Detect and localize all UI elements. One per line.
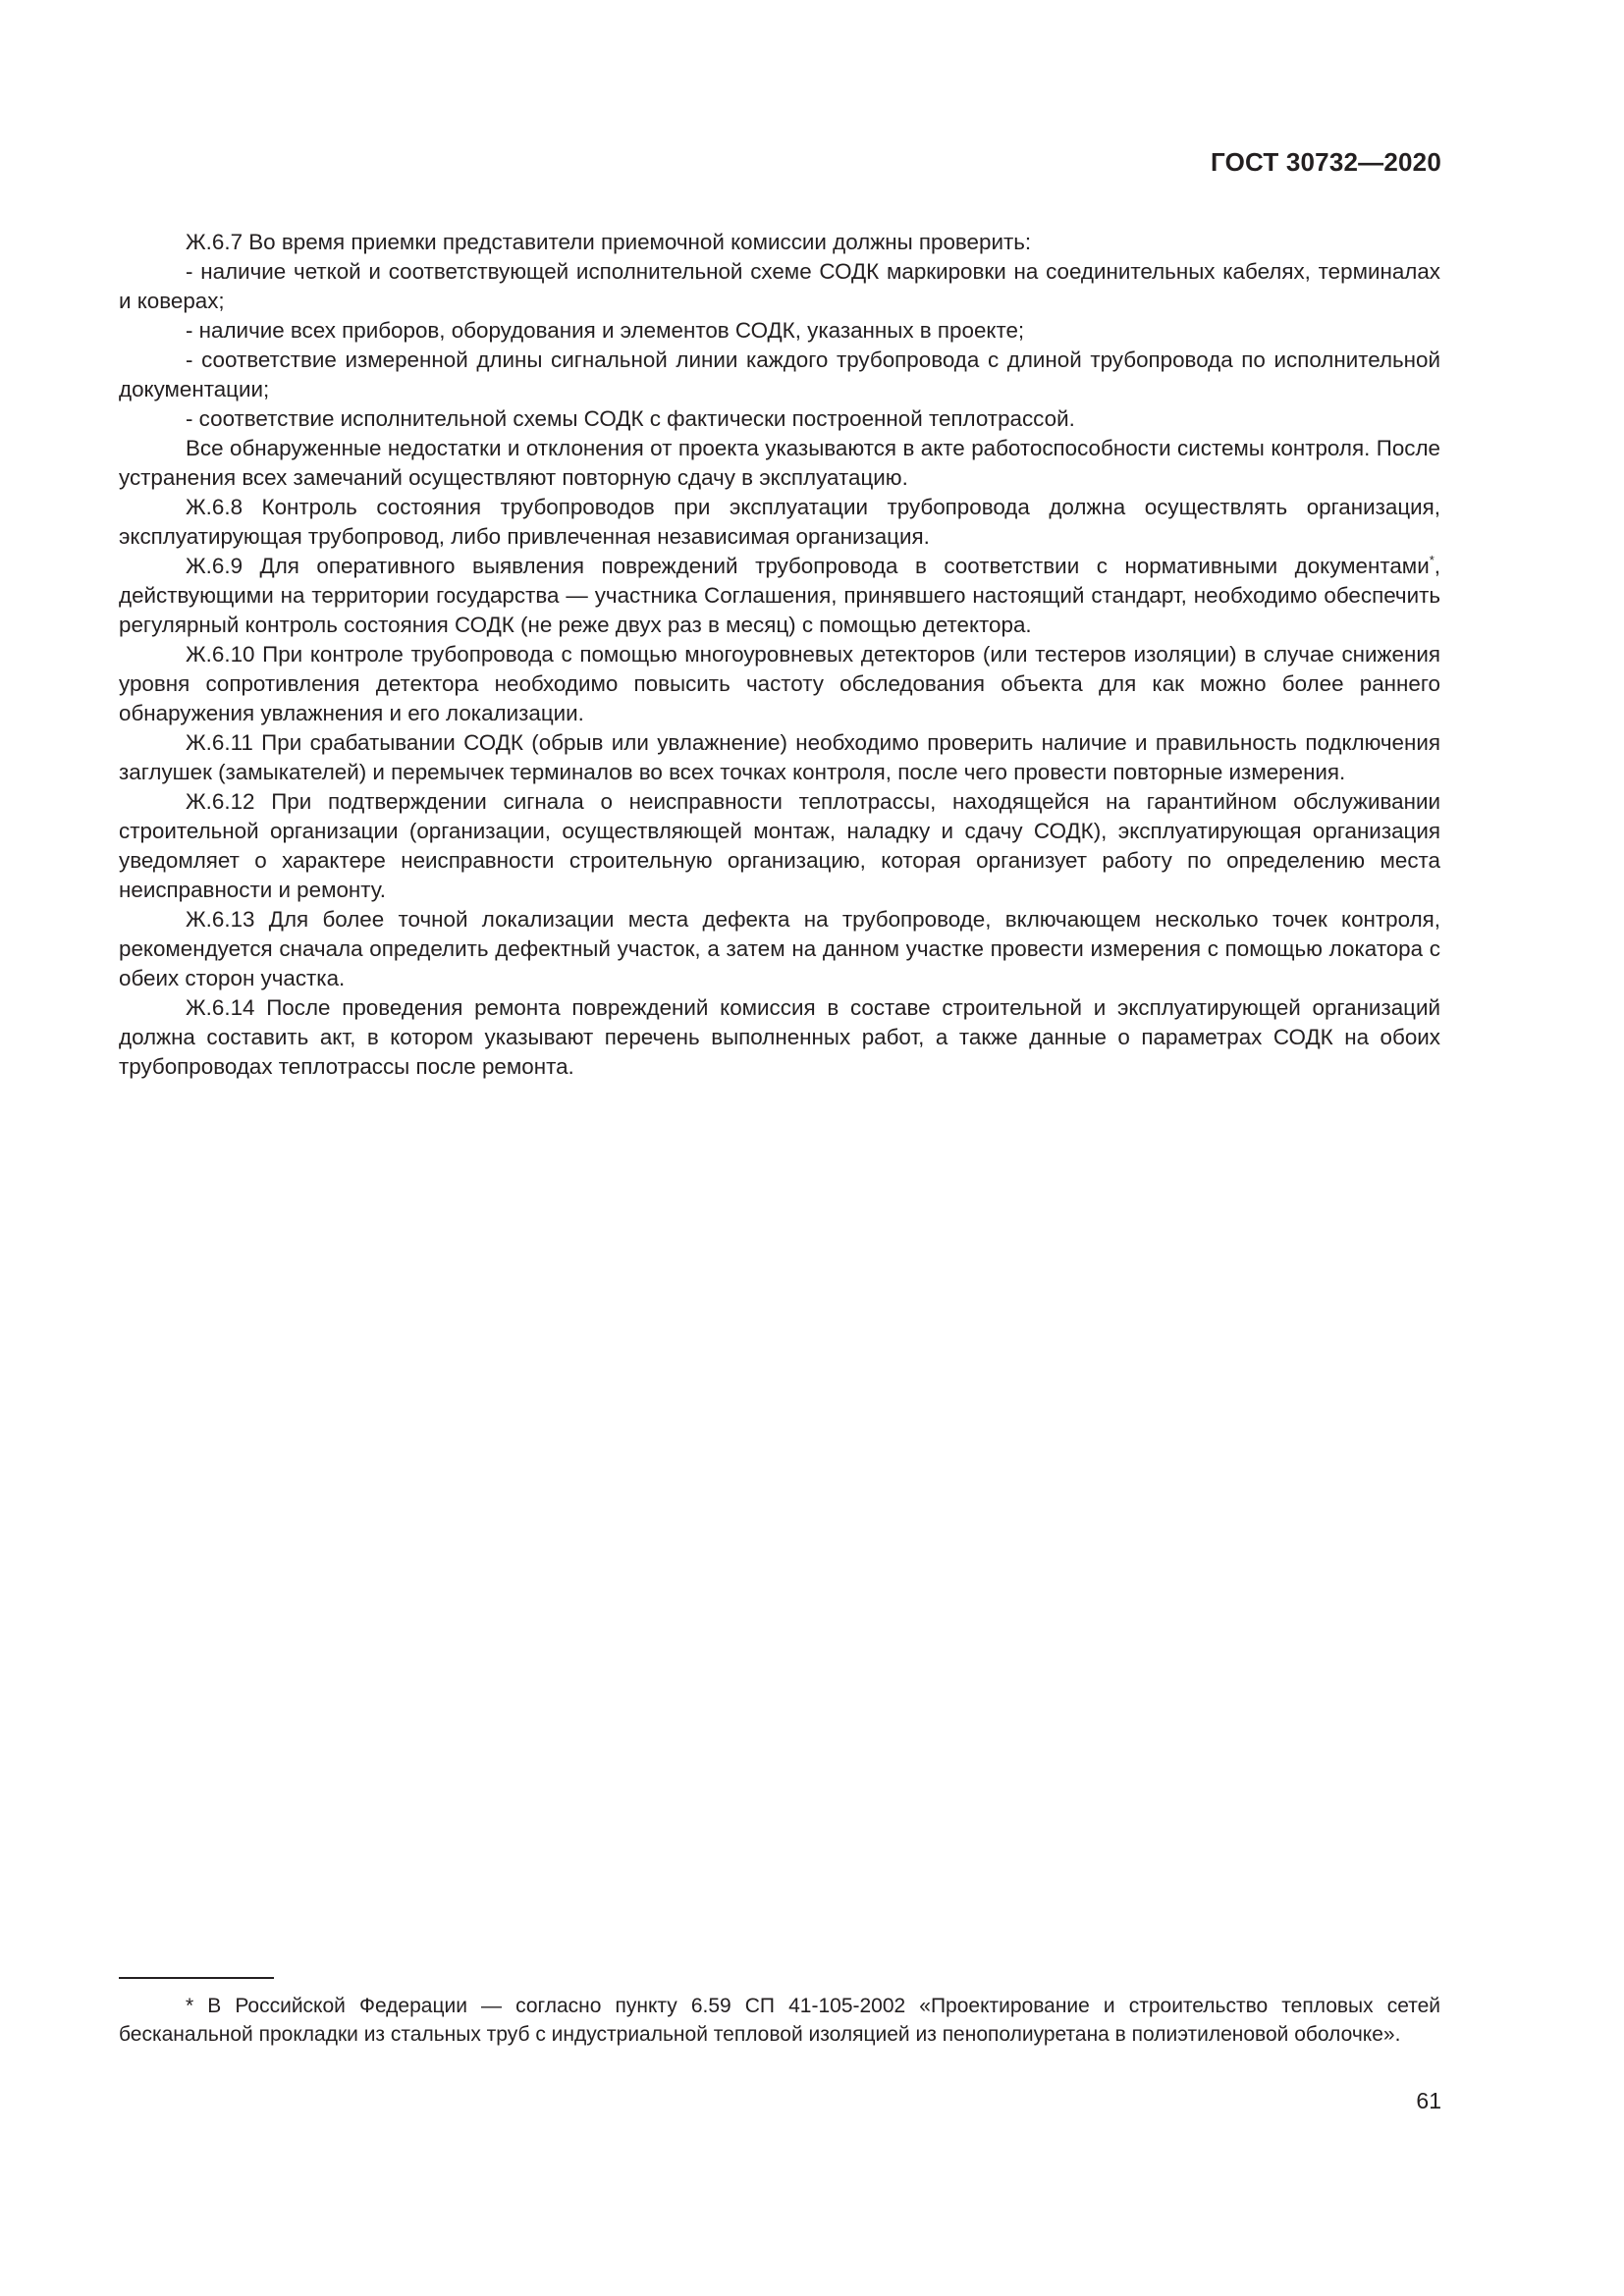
document-code: ГОСТ 30732—2020 [1211,147,1441,177]
paragraph-check-devices: - наличие всех приборов, оборудования и элементов СОДК, указанных в проекте; [186,318,1025,343]
paragraph-zh-6-11: Ж.6.11 При срабатывании СОДК (обрыв или увлажнение) необходимо проверить наличие и правильность подключения заглушек (замыкателей) и перемычек терминалов во всех точках контроля, после чего провести повторные измерения. [119,730,1440,784]
page-number: 61 [1416,2088,1441,2113]
paragraph-check-scheme: - соответствие исполнительной схемы СОДК с фактически построенной теплотрассой. [186,406,1075,431]
paragraph-check-length: - соответствие измеренной длины сигнальной линии каждого трубопровода с длиной трубопровода по исполнительной документации; [119,347,1440,401]
paragraph-zh-6-10: Ж.6.10 При контроле трубопровода с помощью многоуровневых детекторов (или тестеров изоляции) в случае снижения уровня сопротивления детектора необходимо повысить частоту обследования объекта для как можно более раннего обнаружения увлажнения и его локализации. [119,642,1440,725]
paragraph-zh-6-9-end: , действующими на территории государства — участника Соглашения, принявшего настоящий стандарт, необходимо обеспечить регулярный контроль состояния СОДК (не реже двух раз в месяц) с помощью детектора. [119,554,1440,637]
footnote-marker[interactable]: * [1429,553,1435,567]
paragraph-zh-6-14: Ж.6.14 После проведения ремонта повреждений комиссия в составе строительной и эксплуатирующей организаций должна составить акт, в котором указывают перечень выполненных работ, а также данные о параметрах СОДК на обоих трубопроводах теплотрассы после ремонта. [119,995,1440,1079]
body-text [119,228,1440,1082]
paragraph-defects: Все обнаруженные недостатки и отклонения от проекта указываются в акте работоспособности системы контроля. После устранения всех замечаний осуществляют повторную сдачу в эксплуатацию. [119,436,1440,490]
paragraph-zh-6-9-start: Ж.6.9 Для оперативного выявления повреждений трубопровода в соответствии с нормативными документами [186,554,1430,578]
paragraph-zh-6-8: Ж.6.8 Контроль состояния трубопроводов при эксплуатации трубопровода должна осуществлять организация, эксплуатирующая трубопровод, либо привлеченная независимая организация. [119,495,1440,549]
footnote-divider [119,1977,274,1979]
paragraph-zh-6-12: Ж.6.12 При подтверждении сигнала о неисправности теплотрассы, находящейся на гарантийном обслуживании строительной организации (организации, осуществляющей монтаж, наладку и сдачу СОДК), эксплуатирующая организация уведомляет о характере неисправности строительную организацию, которая организует работу по определению места неисправности и ремонту. [119,789,1440,902]
paragraph-check-marking: - наличие четкой и соответствующей исполнительной схеме СОДК маркировки на соединительных кабелях, терминалах и коверах; [119,259,1440,313]
paragraph-zh-6-13: Ж.6.13 Для более точной локализации места дефекта на трубопроводе, включающем несколько точек контроля, рекомендуется сначала определить дефектный участок, а затем на данном участке провести измерения с помощью локатора с обеих сторон участка. [119,907,1440,990]
paragraph-zh-6-7: Ж.6.7 Во время приемки представители приемочной комиссии должны проверить: [186,230,1032,254]
footnote: * В Российской Федерации — согласно пункту 6.59 СП 41-105-2002 «Проектирование и строительство тепловых сетей бесканальной прокладки из стальных труб с индустриальной тепловой изоляцией из пенополиуретана в полиэтиленовой оболочке». [119,1995,1440,2046]
paragraph-zh-6-9 [119,552,1440,640]
